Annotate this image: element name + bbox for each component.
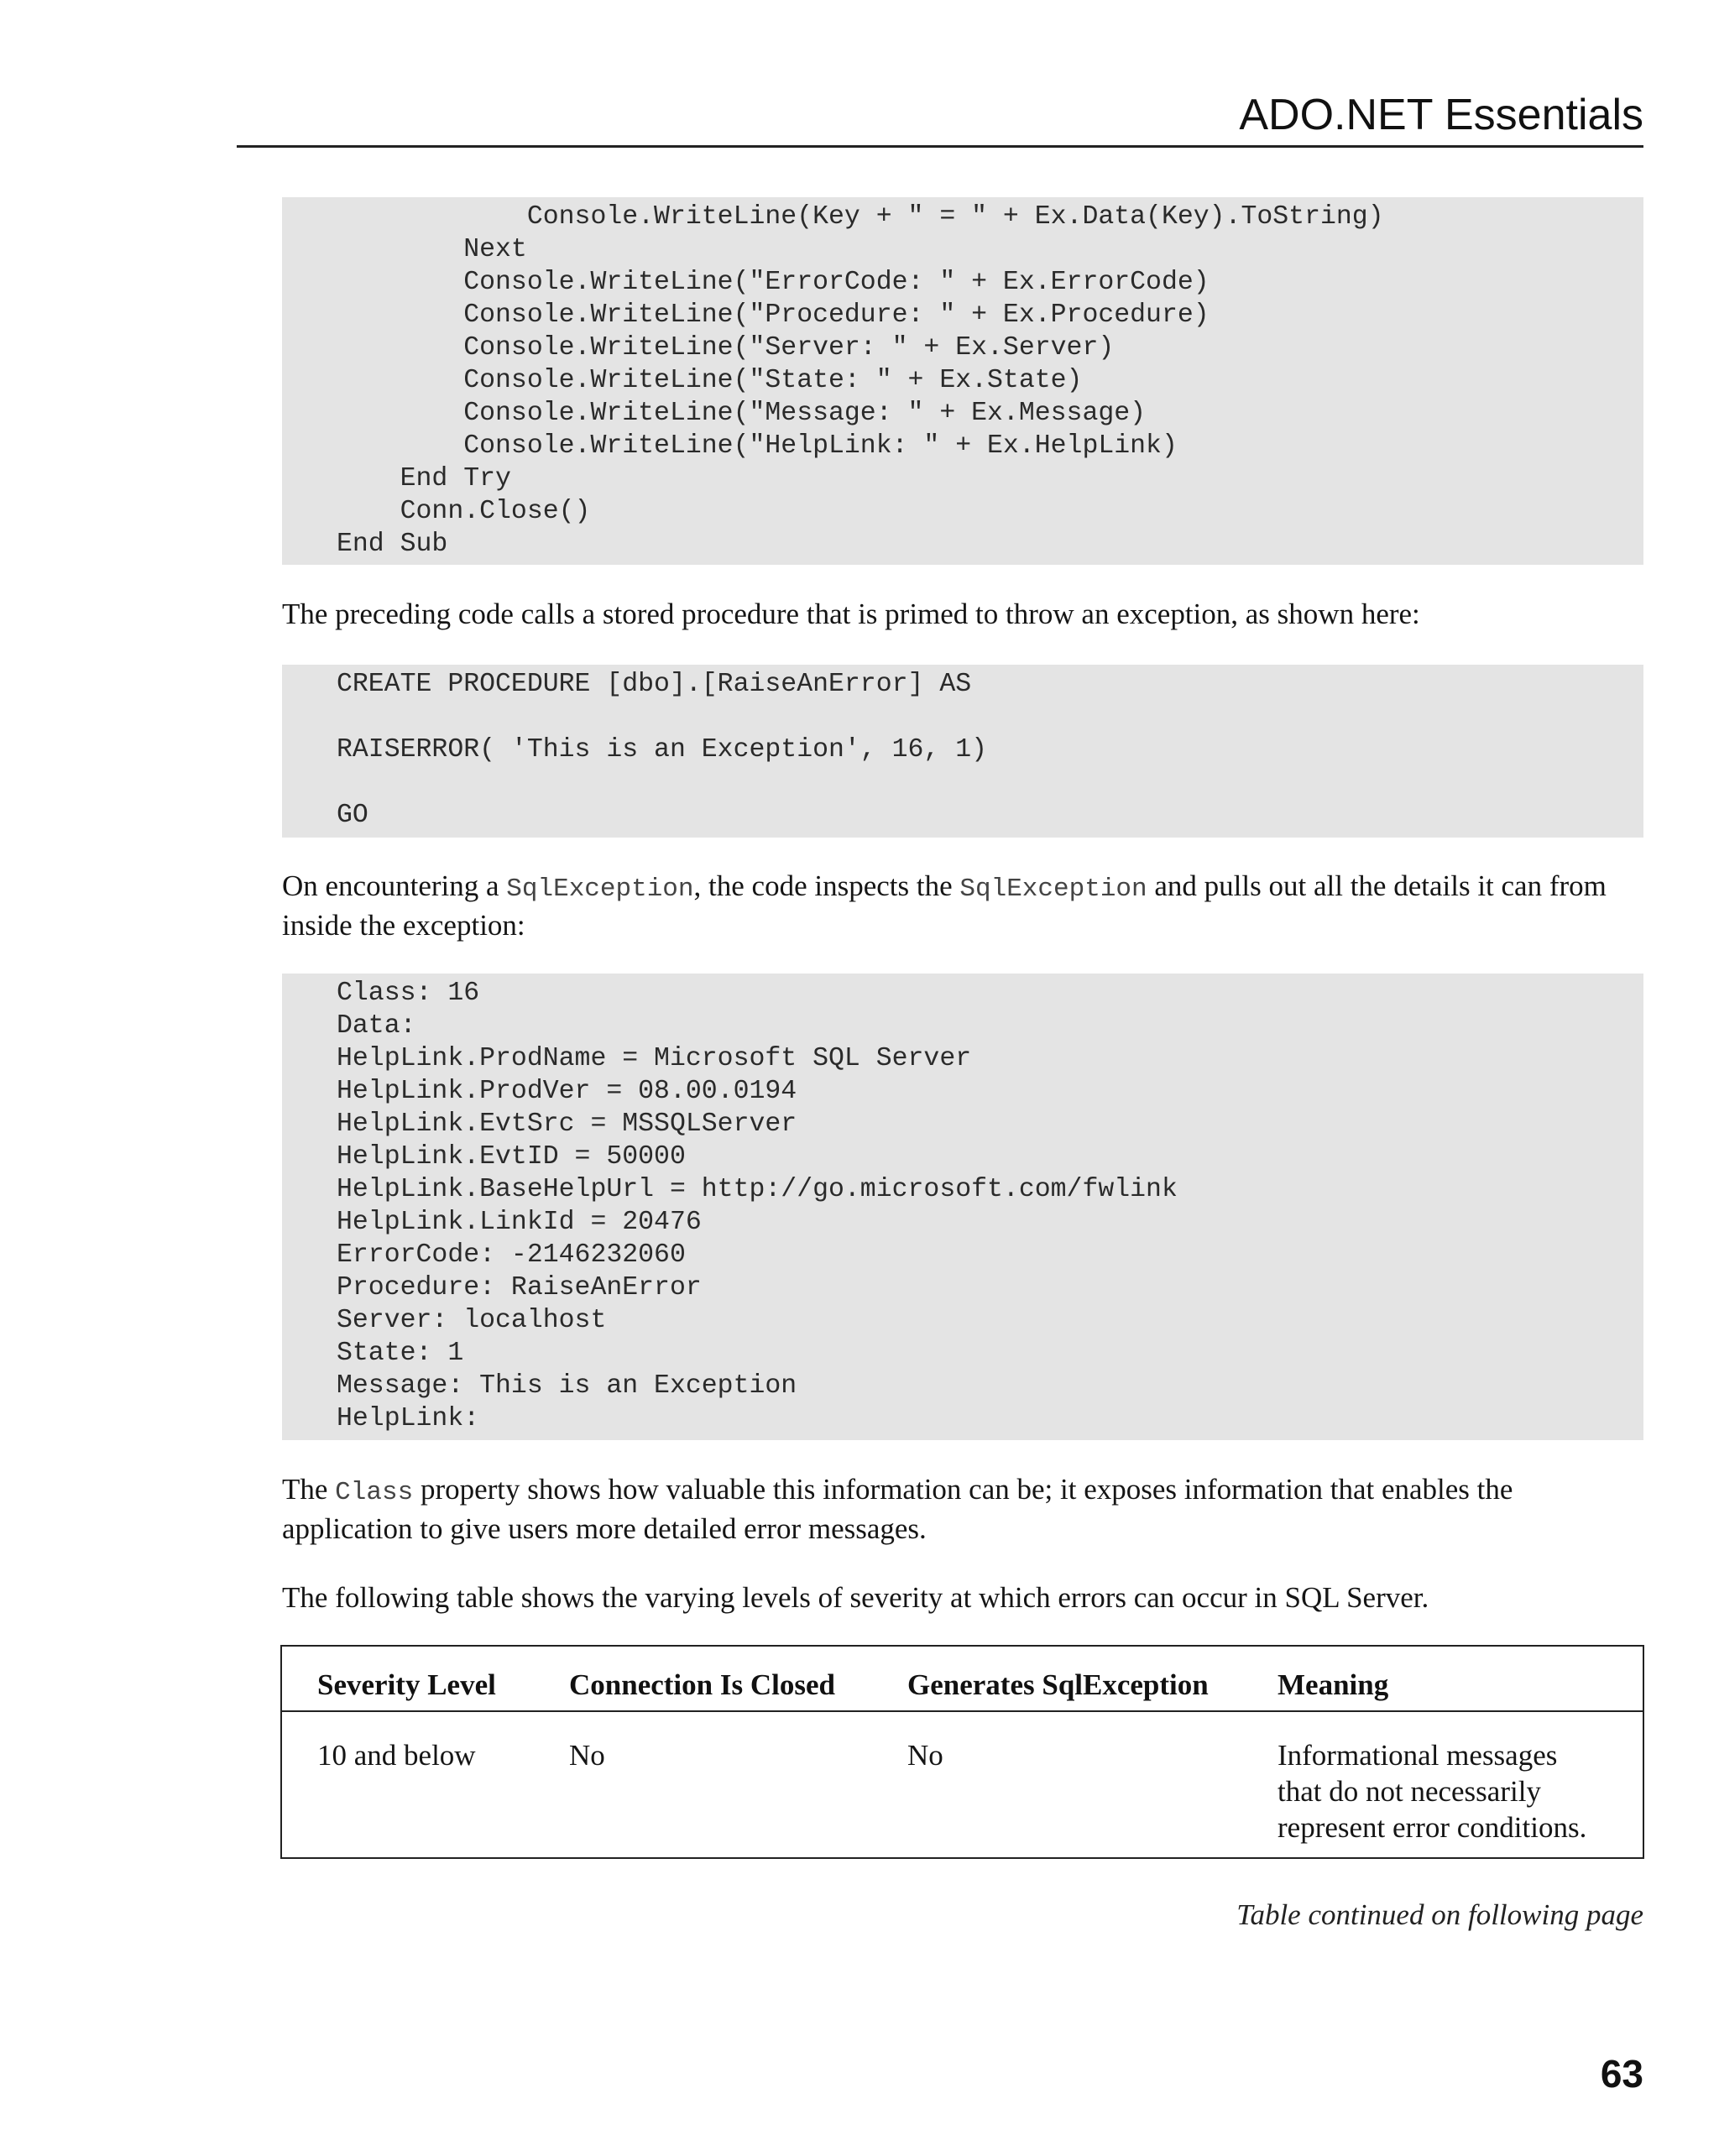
column-header: Generates SqlException <box>907 1646 1277 1711</box>
code-block-output <box>282 974 1643 1440</box>
code-line: Conn.Close() <box>337 497 591 526</box>
code-line: HelpLink.EvtSrc = MSSQLServer <box>337 1109 797 1139</box>
text: , the code inspects the <box>693 869 960 902</box>
code-line: HelpLink.ProdName = Microsoft SQL Server <box>337 1044 972 1073</box>
table-continued-note: Table continued on following page <box>1236 1898 1643 1931</box>
inline-code: SqlException <box>506 874 694 904</box>
paragraph-table-intro: The following table shows the varying levels of severity at which errors can occur in SQL Server. <box>282 1581 1429 1614</box>
column-header: Severity Level <box>281 1646 569 1711</box>
code-line: Next <box>337 235 527 264</box>
column-header: Connection Is Closed <box>569 1646 907 1711</box>
code-line: Message: This is an Exception <box>337 1371 797 1401</box>
text: and pulls out all the details it can from inside the exception: <box>282 869 1607 942</box>
code-line: HelpLink: <box>337 1404 480 1433</box>
code-line: Console.WriteLine("State: " + Ex.State) <box>337 366 1083 395</box>
code-line: Server: localhost <box>337 1306 607 1335</box>
table-cell: No <box>569 1739 605 1772</box>
code-line: ErrorCode: -2146232060 <box>337 1240 686 1270</box>
code-block-vb <box>282 197 1643 565</box>
table-header-row <box>281 1646 1643 1711</box>
code-line: Console.WriteLine(Key + " = " + Ex.Data(Key).ToString) <box>337 202 1384 232</box>
code-line: End Sub <box>337 530 448 559</box>
code-line: Procedure: RaiseAnError <box>337 1273 702 1302</box>
text: The <box>282 1473 336 1506</box>
code-line: HelpLink.EvtID = 50000 <box>337 1142 686 1172</box>
code-line: Console.WriteLine("HelpLink: " + Ex.HelpLink) <box>337 431 1178 461</box>
code-line: Console.WriteLine("Message: " + Ex.Message) <box>337 399 1147 428</box>
code-line: Console.WriteLine("ErrorCode: " + Ex.ErrorCode) <box>337 268 1210 297</box>
text: property shows how valuable this information can be; it exposes information that enables the application to give users more detailed error messages. <box>282 1473 1513 1545</box>
code-line <box>337 766 1643 799</box>
code-line: GO <box>337 801 368 830</box>
code-block-sql <box>282 665 1643 838</box>
code-line: HelpLink.LinkId = 20476 <box>337 1208 702 1237</box>
page-number: 63 <box>1600 2052 1643 2096</box>
table-row <box>281 1711 1643 1858</box>
code-line: Data: <box>337 1011 416 1041</box>
code-line: RAISERROR( 'This is an Exception', 16, 1) <box>337 735 988 765</box>
code-line: HelpLink.ProdVer = 08.00.0194 <box>337 1077 797 1106</box>
inline-code: SqlException <box>959 874 1147 904</box>
table-cell: 10 and below <box>317 1739 476 1772</box>
chapter-title: ADO.NET Essentials <box>1239 91 1643 139</box>
paragraph-stored-procedure: The preceding code calls a stored procedure that is primed to throw an exception, as shown here: <box>282 598 1420 630</box>
code-line: HelpLink.BaseHelpUrl = http://go.microsoft.com/fwlink <box>337 1175 1178 1204</box>
text: On encountering a <box>282 869 507 902</box>
code-line <box>337 701 1643 733</box>
paragraph-sqlexception <box>282 868 1643 943</box>
paragraph-class-property <box>282 1471 1643 1547</box>
table-cell: Informational messages that do not necessarily represent error conditions. <box>1277 1739 1587 1844</box>
severity-table <box>280 1645 1644 1859</box>
table-cell: No <box>907 1739 943 1772</box>
code-line: Console.WriteLine("Server: " + Ex.Server) <box>337 333 1115 363</box>
code-line: End Try <box>337 464 511 493</box>
code-line: State: 1 <box>337 1339 464 1368</box>
running-header <box>237 88 1643 148</box>
code-line: Console.WriteLine("Procedure: " + Ex.Procedure) <box>337 300 1210 330</box>
code-line: CREATE PROCEDURE [dbo].[RaiseAnError] AS <box>337 670 972 699</box>
column-header: Meaning <box>1277 1646 1643 1711</box>
inline-code: Class <box>335 1478 414 1507</box>
code-line: Class: 16 <box>337 979 480 1008</box>
